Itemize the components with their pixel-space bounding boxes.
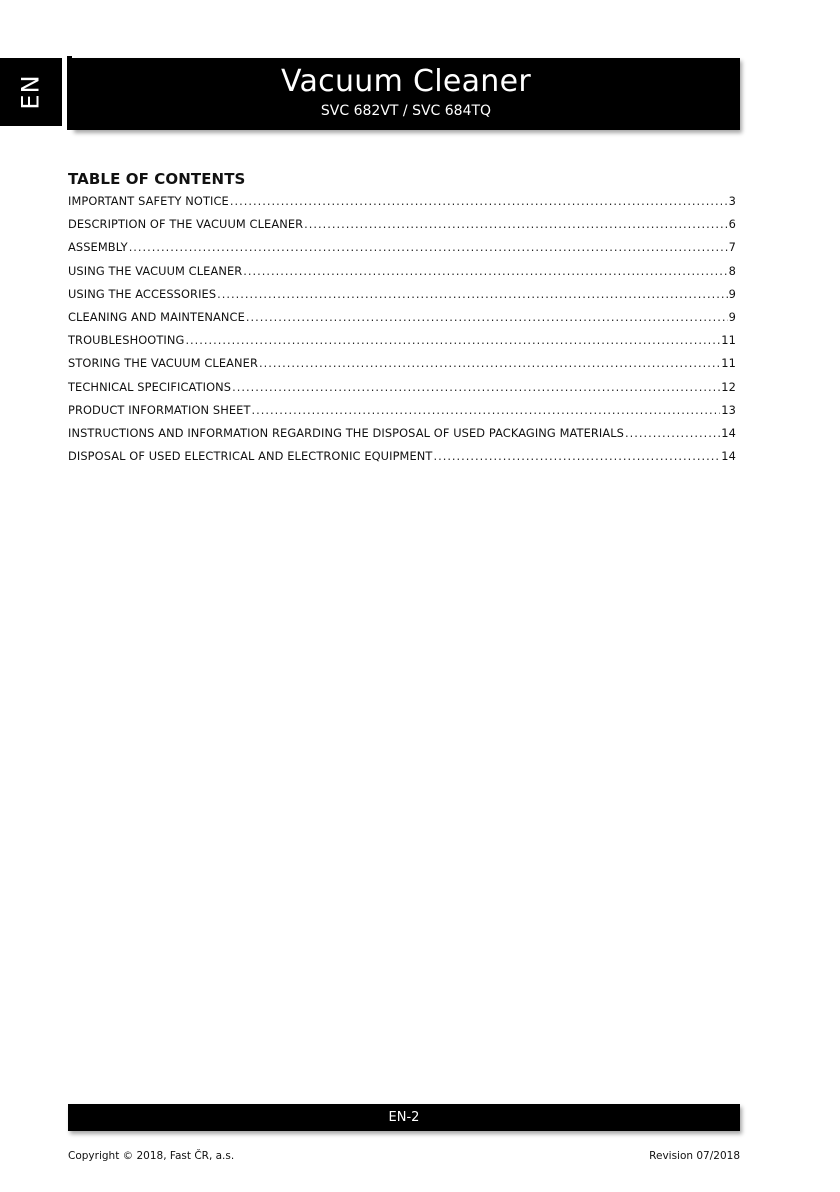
toc-leader-dots (246, 310, 728, 324)
language-tab-label: EN (17, 74, 45, 110)
page-number: EN-2 (388, 1110, 420, 1125)
model-subtitle: SVC 682VT / SVC 684TQ (320, 103, 492, 119)
toc-entry[interactable] (68, 403, 736, 426)
toc-heading: TABLE OF CONTENTS (68, 170, 246, 188)
toc-entry-page: 13 (721, 402, 736, 417)
toc-entry[interactable] (68, 194, 736, 217)
toc-entry-label: ASSEMBLY (68, 240, 128, 255)
toc-entry-label: STORING THE VACUUM CLEANER (68, 356, 258, 371)
toc-entry[interactable] (68, 333, 736, 356)
toc-entry-page: 3 (728, 194, 736, 208)
toc-entry[interactable] (68, 310, 736, 333)
toc-entry-label: CLEANING AND MAINTENANCE (68, 309, 245, 324)
toc-entry[interactable] (68, 449, 736, 472)
toc-leader-dots (259, 356, 720, 370)
toc-entry[interactable] (68, 380, 736, 403)
toc-entry[interactable] (68, 217, 736, 240)
toc-leader-dots (185, 333, 720, 347)
toc-leader-dots (232, 380, 720, 394)
toc-entry-page: 14 (721, 449, 736, 464)
toc-entry[interactable] (68, 426, 736, 449)
toc-entry-page: 8 (728, 263, 736, 278)
toc-leader-dots (433, 449, 720, 463)
toc-entry-label: TROUBLESHOOTING (68, 333, 185, 348)
toc-entry[interactable] (68, 287, 736, 310)
revision-label: Revision 07/2018 (649, 1150, 740, 1162)
table-of-contents (68, 194, 736, 472)
copyright-notice: Copyright © 2018, Fast ČR, a.s. (68, 1150, 235, 1162)
toc-entry-page: 9 (728, 286, 736, 301)
toc-entry-page: 11 (721, 356, 736, 371)
toc-entry-label: INSTRUCTIONS AND INFORMATION REGARDING THE DISPOSAL OF USED PACKAGING MATERIALS (68, 425, 625, 440)
toc-leader-dots (243, 264, 727, 278)
toc-leader-dots (230, 194, 728, 208)
toc-entry-label: DESCRIPTION OF THE VACUUM CLEANER (68, 217, 304, 232)
toc-entry[interactable] (68, 264, 736, 287)
toc-entry-page: 12 (721, 379, 736, 394)
toc-entry-page: 6 (728, 217, 736, 232)
toc-leader-dots (217, 287, 727, 301)
toc-entry-label: USING THE ACCESSORIES (68, 286, 217, 301)
page-title: Vacuum Cleaner (281, 64, 531, 99)
toc-entry-label: IMPORTANT SAFETY NOTICE (68, 194, 229, 208)
page-header (72, 58, 740, 130)
toc-leader-dots (129, 240, 728, 254)
language-tab (0, 58, 62, 126)
toc-entry-label: PRODUCT INFORMATION SHEET (68, 402, 251, 417)
toc-leader-dots (625, 426, 720, 440)
toc-entry[interactable] (68, 356, 736, 379)
toc-entry-page: 11 (721, 333, 736, 348)
toc-entry-page: 14 (721, 425, 736, 440)
toc-leader-dots (252, 403, 721, 417)
page-number-bar (68, 1104, 740, 1131)
toc-leader-dots (304, 217, 727, 231)
toc-entry-label: TECHNICAL SPECIFICATIONS (68, 379, 232, 394)
toc-entry-page: 9 (728, 309, 736, 324)
toc-entry-label: DISPOSAL OF USED ELECTRICAL AND ELECTRONIC EQUIPMENT (68, 449, 433, 464)
toc-entry-page: 7 (728, 240, 736, 255)
toc-entry[interactable] (68, 240, 736, 263)
toc-entry-label: USING THE VACUUM CLEANER (68, 263, 243, 278)
